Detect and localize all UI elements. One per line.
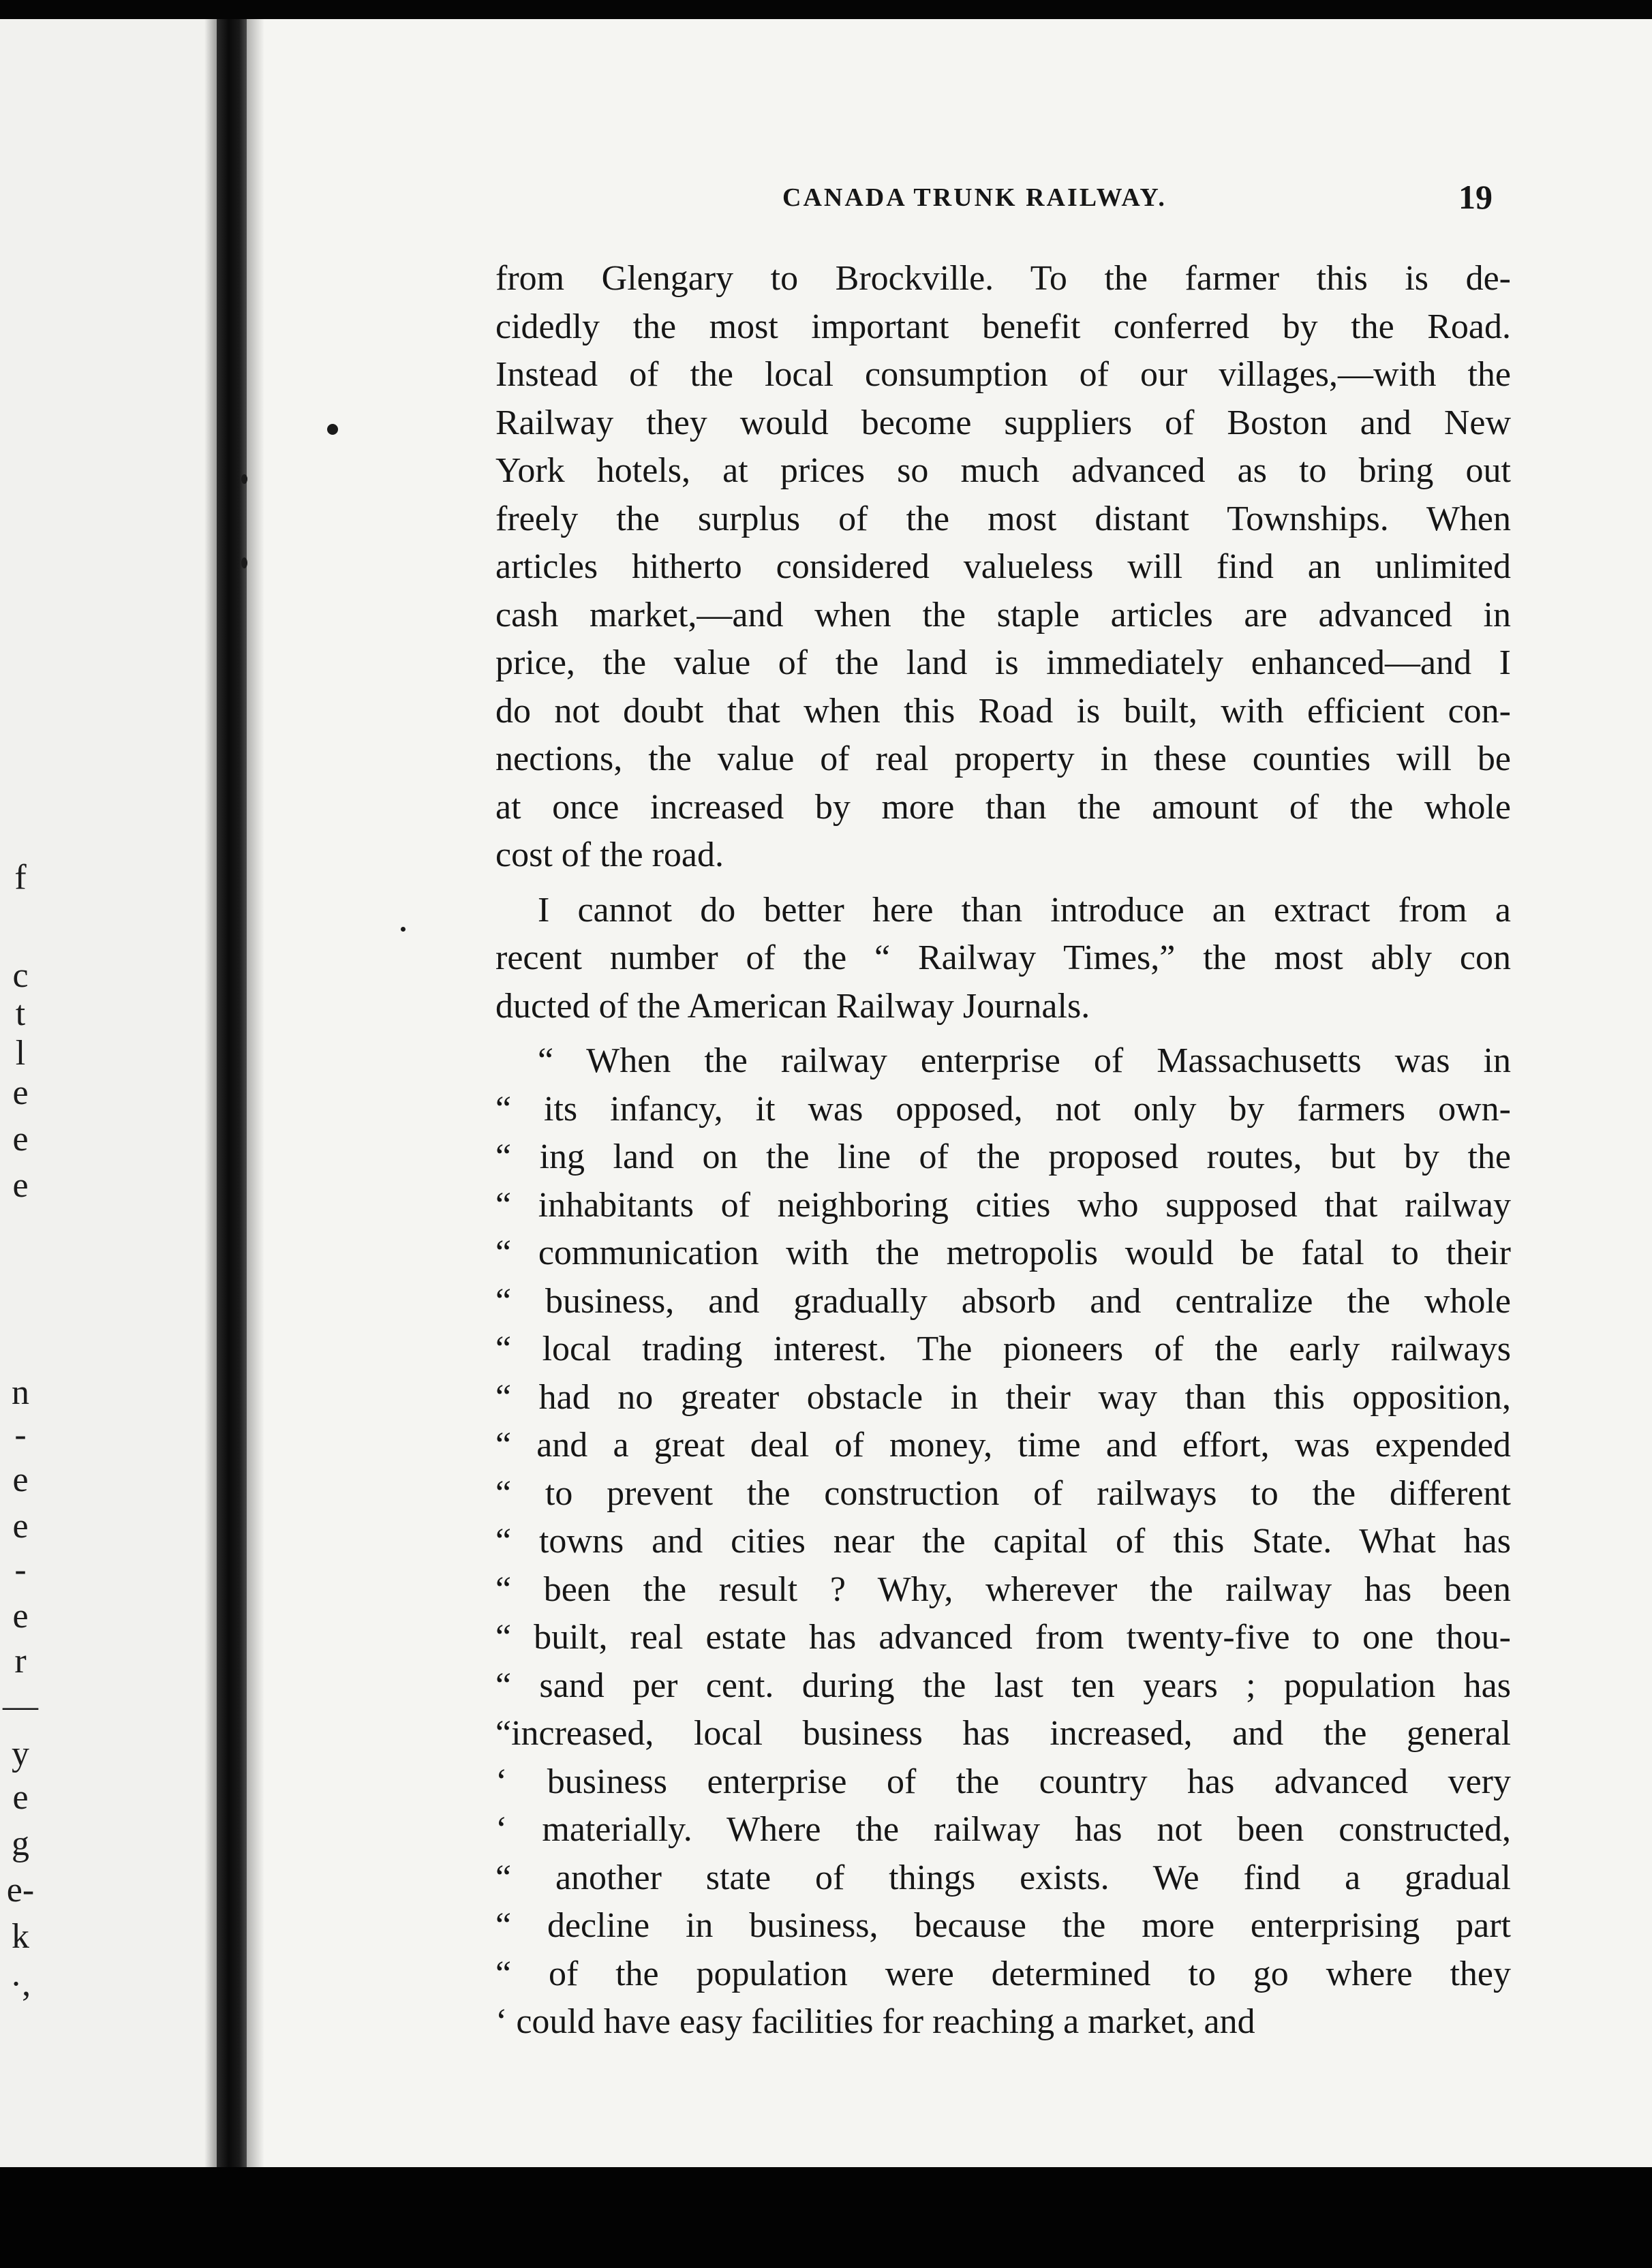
text-line: “ and a great deal of money, time and effort, was expended xyxy=(495,1426,1511,1465)
text-line: “ ing land on the line of the proposed routes, but by the xyxy=(495,1137,1511,1176)
paragraph-gap xyxy=(495,880,1511,887)
facing-page-fragment: g xyxy=(12,1824,29,1863)
text-line: cidedly the most important benefit conferred by the Road. xyxy=(495,307,1511,346)
facing-page-fragment: e xyxy=(12,1460,29,1499)
text-line: “ built, real estate has advanced from twenty-five to one thou- xyxy=(495,1618,1511,1657)
text-line: from Glengary to Brockville. To the farmer this is de- xyxy=(495,259,1511,298)
ink-speck xyxy=(241,557,247,568)
ink-speck xyxy=(241,474,247,484)
text-line: “ another state of things exists. We find a gradual xyxy=(495,1858,1511,1897)
text-line: articles hitherto considered valueless will find an unlimited xyxy=(495,547,1511,586)
text-line: cash market,—and when the staple articles are advanced in xyxy=(495,595,1511,634)
text-line: ‘ business enterprise of the country has advanced very xyxy=(495,1762,1511,1801)
text-line: “ towns and cities near the capital of this State. What has xyxy=(495,1522,1511,1561)
text-line: price, the value of the land is immediately enhanced—and I xyxy=(495,643,1511,682)
facing-page-fragment: e xyxy=(12,1507,29,1546)
facing-page-fragment: e xyxy=(12,1073,29,1112)
text-line: “ When the railway enterprise of Massachusetts was in xyxy=(538,1041,1511,1080)
text-line: “ local trading interest. The pioneers of the early railways xyxy=(495,1330,1511,1368)
facing-page-fragment: e xyxy=(12,1166,29,1205)
text-line: Railway they would become suppliers of Boston and New xyxy=(495,403,1511,442)
facing-page-fragment: - xyxy=(14,1550,27,1589)
facing-page-fragment: l xyxy=(15,1034,26,1073)
scan-top-border xyxy=(0,0,1652,19)
text-line: Instead of the local consumption of our villages,—with the xyxy=(495,355,1511,394)
text-line: freely the surplus of the most distant Townships. When xyxy=(495,499,1511,538)
facing-page-edge xyxy=(0,19,217,2167)
facing-page-fragment: n xyxy=(12,1373,29,1412)
running-head: CANADA TRUNK RAILWAY. xyxy=(782,183,1167,212)
facing-page-fragment: y xyxy=(12,1734,29,1773)
paragraph-gap xyxy=(495,1030,1511,1037)
text-line: “ its infancy, it was opposed, not only by farmers own- xyxy=(495,1089,1511,1129)
text-line: “ communication with the metropolis would be fatal to their xyxy=(495,1233,1511,1272)
body-text xyxy=(495,255,1511,2047)
text-line: nections, the value of real property in these counties will be xyxy=(495,739,1511,778)
facing-page-fragment: f xyxy=(14,858,27,897)
facing-page-shadow xyxy=(204,19,217,2167)
text-line: ducted of the American Railway Journals. xyxy=(495,986,1090,1026)
text-line: cost of the road. xyxy=(495,836,724,874)
facing-page-fragment: c xyxy=(12,956,29,995)
text-line: “ had no greater obstacle in their way than this opposition, xyxy=(495,1377,1511,1417)
text-line: ‘ could have easy facilities for reaching a market, and xyxy=(495,2002,1255,2041)
scan-bottom-border xyxy=(0,2167,1652,2268)
text-line: “ to prevent the construction of railways to the different xyxy=(495,1473,1511,1513)
text-line: “ decline in business, because the more enterprising part xyxy=(495,1906,1511,1945)
facing-page-fragment: e- xyxy=(6,1871,35,1910)
facing-page-fragment: e xyxy=(12,1778,29,1817)
facing-page-fragment: — xyxy=(3,1687,38,1726)
facing-page-text-fragments xyxy=(0,19,217,2167)
ink-speck xyxy=(327,424,338,435)
facing-page-fragment: - xyxy=(14,1415,27,1454)
facing-page-fragment: r xyxy=(14,1642,27,1681)
page-gutter-shadow xyxy=(247,19,264,2167)
text-line: York hotels, at prices so much advanced as to bring out xyxy=(495,451,1511,490)
text-line: do not doubt that when this Road is built, with efficient con- xyxy=(495,691,1511,731)
facing-page-fragment: e xyxy=(12,1120,29,1159)
page-number: 19 xyxy=(1458,178,1493,216)
text-line: “ been the result ? Why, wherever the railway has been xyxy=(495,1569,1511,1609)
text-line: at once increased by more than the amount of the whole xyxy=(495,787,1511,827)
facing-page-fragment: t xyxy=(15,994,26,1033)
text-line: “ inhabitants of neighboring cities who supposed that railway xyxy=(495,1185,1511,1225)
text-line: I cannot do better here than introduce an extract from a xyxy=(538,890,1511,930)
book-gutter xyxy=(217,19,247,2167)
ink-speck xyxy=(401,927,406,932)
text-line: recent number of the “ Railway Times,” the most ably con xyxy=(495,938,1511,977)
text-line: “ of the population were determined to go where they xyxy=(495,1954,1511,1993)
text-line: “ business, and gradually absorb and centralize the whole xyxy=(495,1281,1511,1321)
text-line: ‘ materially. Where the railway has not been constructed, xyxy=(495,1810,1511,1849)
text-line: “increased, local business has increased, and the general xyxy=(495,1714,1511,1753)
facing-page-fragment: ·, xyxy=(10,1965,31,2004)
facing-page-fragment: e xyxy=(12,1597,29,1636)
text-line: “ sand per cent. during the last ten years ; population has xyxy=(495,1666,1511,1705)
facing-page-fragment: k xyxy=(12,1917,29,1956)
